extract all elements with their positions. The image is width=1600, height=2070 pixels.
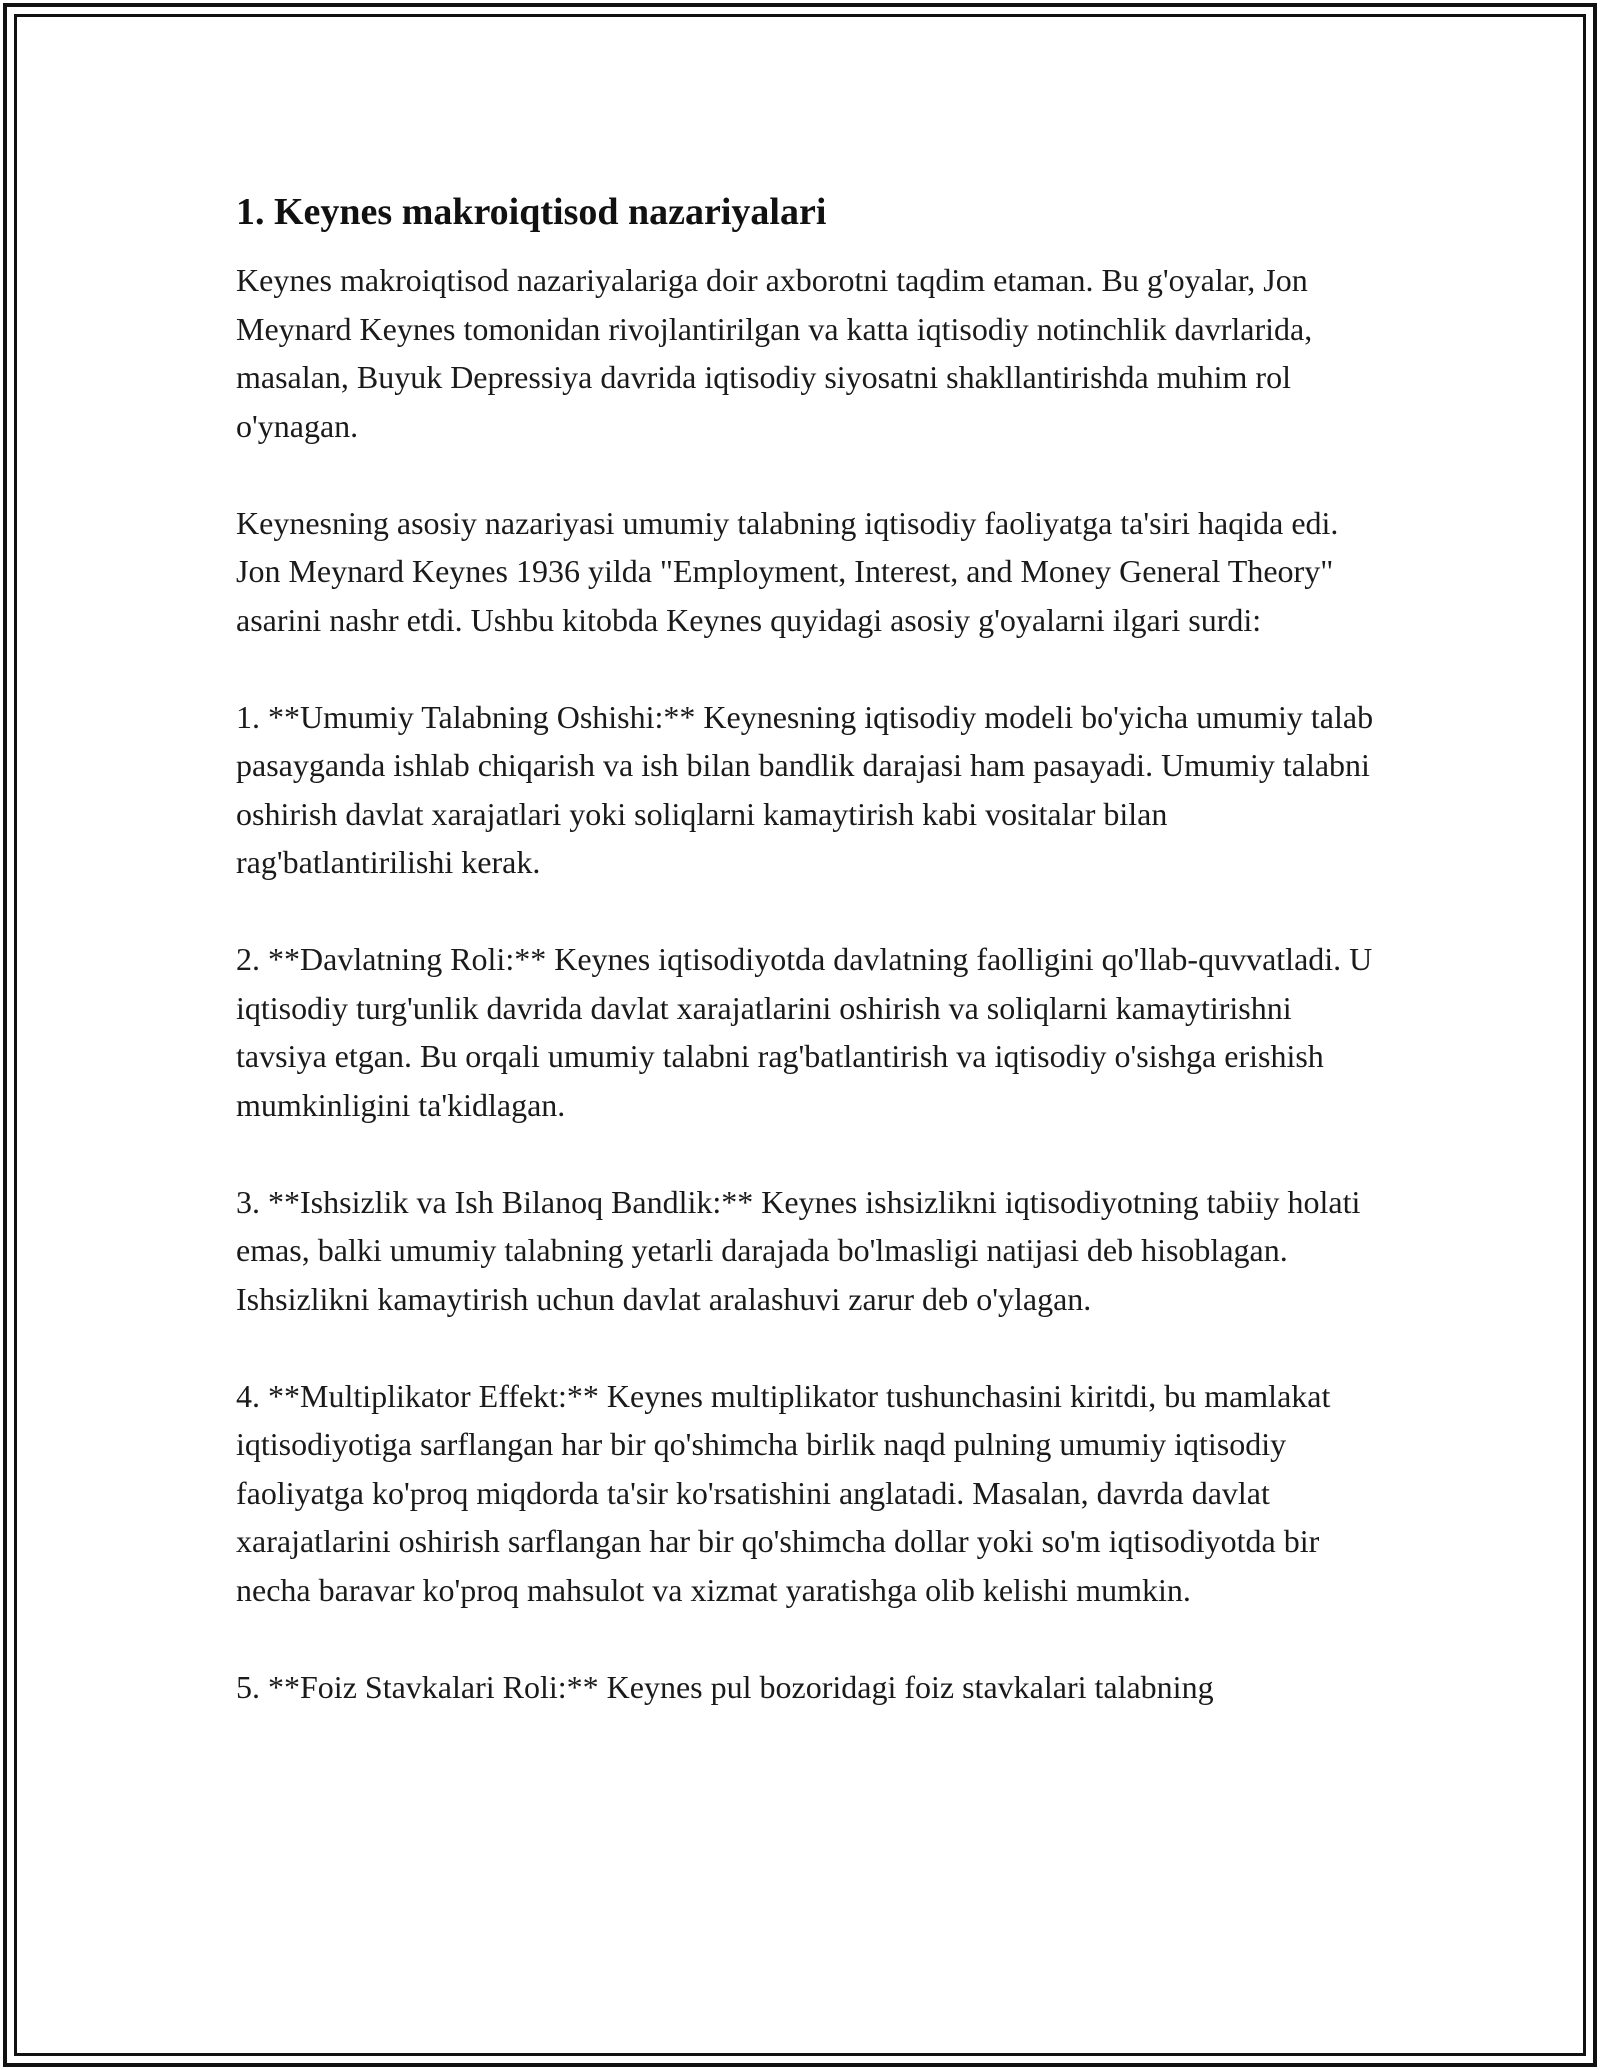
- list-item-aggregate-demand: 1. **Umumiy Talabning Oshishi:** Keynesning iqtisodiy modeli bo'yicha umumiy talab pasayganda ishlab chiqarish va ish bilan bandlik darajasi ham pasayadi. Umumiy talabni oshirish davlat xarajatlari yoki soliqlarni kamaytirish kabi vositalar bilan rag'batlantirilishi kerak.: [236, 698, 1374, 880]
- list-item-unemployment: 3. **Ishsizlik va Ish Bilanoq Bandlik:** Keynes ishsizlikni iqtisodiyotning tabiiy holati emas, balki umumiy talabning yetarli darajada bo'lmasligi natijasi deb hisoblagan. Ishsizlikni kamaytirish uchun davlat aralashuvi zarur deb o'ylagan.: [236, 1183, 1361, 1317]
- paragraph-main-theory: Keynesning asosiy nazariyasi umumiy talabning iqtisodiy faoliyatga ta'siri haqida edi. Jon Meynard Keynes 1936 yilda "Employment, Interest, and Money General Theory" asarini nashr etdi. Ushbu kitobda Keynes quyidagi asosiy g'oyalarni ilgari surdi:: [236, 504, 1339, 638]
- list-item-interest-rates: 5. **Foiz Stavkalari Roli:** Keynes pul bozoridagi foiz stavkalari talabning: [236, 1668, 1214, 1705]
- document-title: 1. Keynes makroiqtisod nazariyalari: [236, 191, 827, 233]
- list-item-government-role: 2. **Davlatning Roli:** Keynes iqtisodiyotda davlatning faolligini qo'llab-quvvatladi. U iqtisodiy turg'unlik davrida davlat xarajatlarini oshirish va soliqlarni kamaytirishni tavsiya etgan. Bu orqali umumiy talabni rag'batlantirish va iqtisodiy o'sishga erishish mumkinligini ta'kidlagan.: [236, 941, 1373, 1123]
- list-item-multiplier-effect: 4. **Multiplikator Effekt:** Keynes multiplikator tushunchasini kiritdi, bu mamlakat iqtisodiyotiga sarflangan har bir qo'shimcha birlik naqd pulning umumiy iqtisodiy faoliyatga ko'proq miqdorda ta'sir ko'rsatishini anglatadi. Masalan, davrda davlat xarajatlarini oshirish sarflangan har bir qo'shimcha dollar yoki so'm iqtisodiyotda bir necha baravar ko'proq mahsulot va xizmat yaratishga olib kelishi mumkin.: [236, 1377, 1331, 1608]
- document-page: [236, 188, 1386, 1760]
- paragraph-intro: Keynes makroiqtisod nazariyalariga doir axborotni taqdim etaman. Bu g'oyalar, Jon Meynard Keynes tomonidan rivojlantirilgan va katta iqtisodiy notinchlik davrlarida, masalan, Buyuk Depressiya davrida iqtisodiy siyosatni shakllantirishda muhim rol o'ynagan.: [236, 262, 1313, 444]
